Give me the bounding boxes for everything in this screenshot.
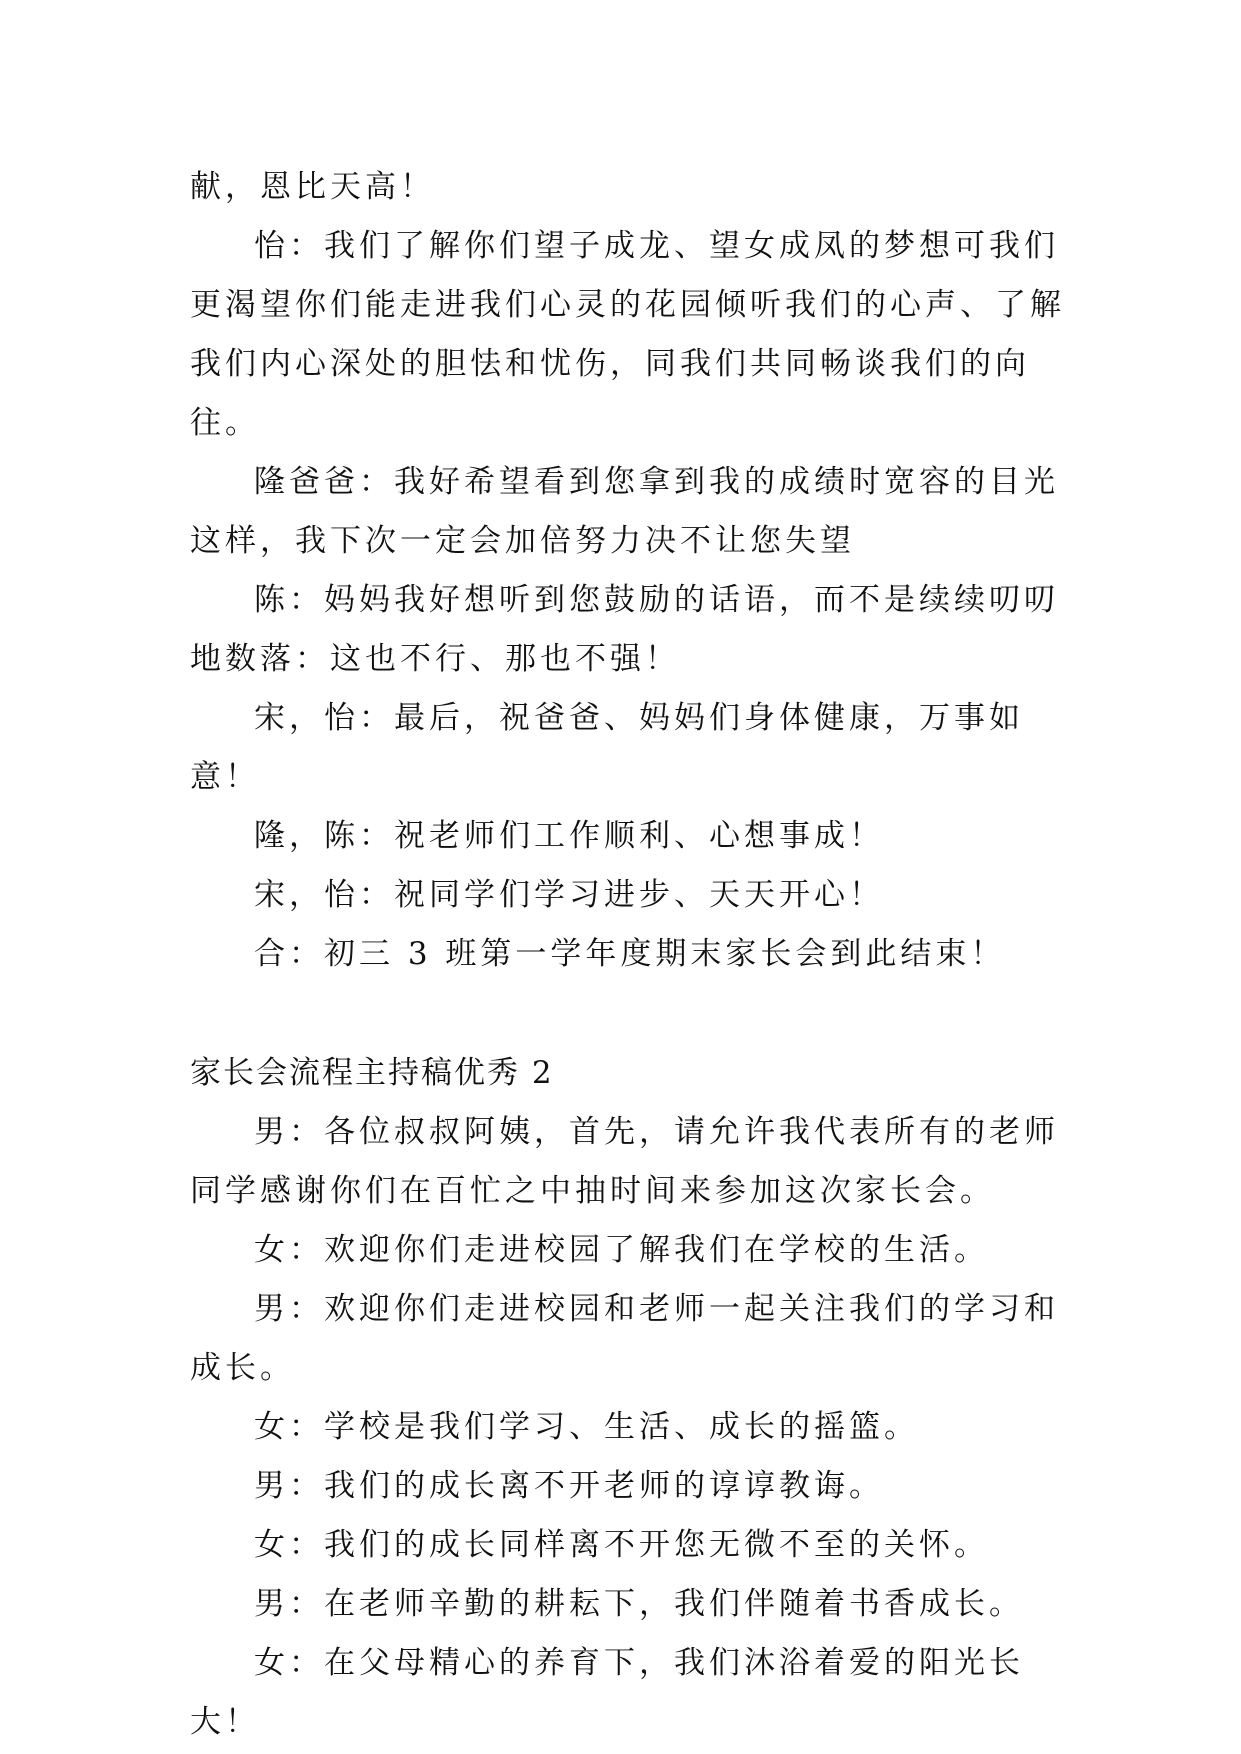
paragraph: 女：在父母精心的养育下，我们沐浴着爱的阳光长大！ [190, 1645, 1024, 1740]
paragraph: 陈：妈妈我好想听到您鼓励的话语，而不是续续叨叨地数落：这也不行、那也不强！ [190, 582, 1059, 677]
section-heading: 家长会流程主持稿优秀 2 [190, 1055, 554, 1091]
paragraph: 隆，陈：祝老师们工作顺利、心想事成！ [254, 818, 884, 854]
paragraph: 宋，怡：祝同学们学习进步、天天开心！ [254, 877, 884, 913]
paragraph: 宋，怡：最后，祝爸爸、妈妈们身体健康，万事如意！ [190, 700, 1024, 795]
paragraph: 男：我们的成长离不开老师的谆谆教诲。 [254, 1468, 884, 1504]
paragraph: 女：我们的成长同样离不开您无微不至的关怀。 [254, 1527, 989, 1563]
paragraph: 男：欢迎你们走进校园和老师一起关注我们的学习和成长。 [190, 1291, 1059, 1386]
paragraph: 女：学校是我们学习、生活、成长的摇篮。 [254, 1409, 919, 1445]
paragraph: 女：欢迎你们走进校园了解我们在学校的生活。 [254, 1232, 989, 1268]
section-spacer [190, 984, 1070, 1044]
paragraph: 合：初三 3 班第一学年度期末家长会到此结束！ [254, 936, 1006, 972]
document-body [190, 158, 1070, 1752]
paragraph: 男：在老师辛勤的耕耘下，我们伴随着书香成长。 [254, 1586, 1024, 1622]
paragraph: 献，恩比天高！ [190, 169, 435, 205]
paragraph: 隆爸爸：我好希望看到您拿到我的成绩时宽容的目光这样，我下次一定会加倍努力决不让您失望 [190, 464, 1059, 559]
paragraph: 男：各位叔叔阿姨，首先，请允许我代表所有的老师同学感谢你们在百忙之中抽时间来参加这次家长会。 [190, 1114, 1059, 1209]
paragraph: 怡：我们了解你们望子成龙、望女成凤的梦想可我们更渴望你们能走进我们心灵的花园倾听我们的心声、了解我们内心深处的胆怯和忧伤，同我们共同畅谈我们的向往。 [190, 228, 1065, 441]
